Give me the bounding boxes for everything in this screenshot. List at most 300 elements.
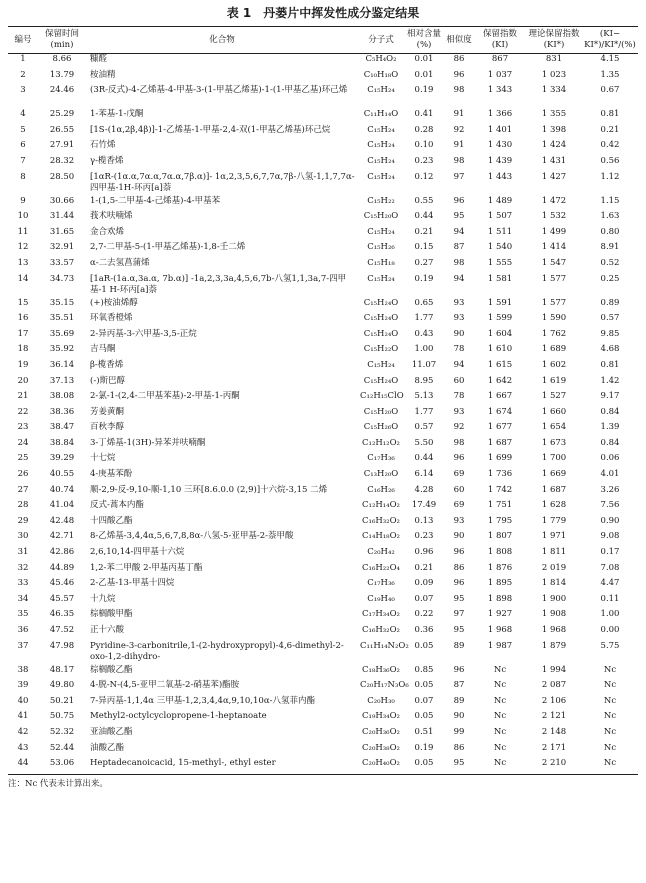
cell-retention-time: 53.06 (38, 758, 86, 774)
cell-relative-content: 0.41 (414, 109, 434, 120)
cell-retention-time: 40.55 (49, 469, 75, 480)
cell-formula: C₂₀H₃₀ (367, 695, 395, 706)
cell-index-difference: 4.68 (600, 344, 620, 355)
table-row (8, 680, 638, 696)
cell-formula: C₁₄H₁₈O₂ (362, 531, 400, 542)
cell-formula: C₁₅H₂₄ (367, 85, 395, 96)
cell-similarity: 96 (453, 578, 465, 589)
cell-retention-time: 46.35 (49, 609, 75, 620)
cell-number: 33 (17, 578, 29, 589)
cell-retention-index: Nc (493, 664, 507, 675)
cell-number: 2 (20, 69, 26, 80)
cell-number: 8 (20, 171, 26, 182)
cell-relative-content: 0.01 (414, 54, 434, 64)
cell-retention-index: 1 807 (487, 531, 513, 542)
cell-index-difference: 0.81 (600, 109, 620, 120)
cell-theoretical-index: 1 577 (541, 273, 567, 284)
cell-retention-time: 32.91 (49, 242, 75, 253)
cell-formula: C₁₆H₃₂O₂ (362, 515, 400, 526)
cell-retention-time: 38.08 (49, 391, 75, 402)
cell-number: 41 (17, 711, 29, 722)
cell-index-difference: 8.91 (600, 242, 620, 253)
cell-compound: 芳姜黄酮 (90, 406, 125, 417)
cell-retention-index: 1 401 (487, 124, 513, 135)
cell-number: 34 (17, 593, 29, 604)
cell-relative-content: 5.50 (414, 437, 434, 448)
cell-similarity: 98 (453, 85, 465, 96)
cell-similarity: 92 (453, 422, 465, 433)
cell-compound: [1S-(1α,2β,4β)]-1-乙烯基-1-甲基-2,4-双(1-甲基乙烯基)环己烷 (90, 124, 331, 135)
cell-compound: β-榄香烯 (90, 359, 124, 370)
cell-relative-content: 0.36 (414, 625, 434, 635)
cell-relative-content: 1.77 (414, 313, 434, 324)
cell-formula: C₁₅H₂₂O (363, 344, 399, 355)
cell-retention-time: 47.98 (49, 640, 75, 651)
cell-theoretical-index: 1 700 (541, 453, 567, 464)
cell-index-difference: 4.15 (600, 54, 620, 64)
cell-relative-content: 0.44 (414, 211, 434, 222)
cell-retention-time: 50.21 (49, 695, 75, 706)
cell-compound: 4-脱-N-(4,5-亚甲二氧基-2-硝基苯)酯胺 (90, 680, 240, 691)
table-row (8, 594, 638, 610)
cell-retention-index: 1 540 (487, 242, 513, 253)
cell-similarity: 90 (453, 328, 465, 339)
cell-retention-time: 35.69 (49, 328, 75, 339)
cell-similarity: 69 (453, 500, 465, 511)
header-similarity: 相似度 (444, 27, 474, 54)
table-row (8, 70, 638, 86)
header-formula: 分子式 (358, 27, 404, 54)
cell-retention-index: 1 751 (487, 500, 513, 511)
cell-formula: C₁₅H₂₀O (363, 211, 399, 222)
cell-compound: 4-庚基苯酚 (90, 469, 133, 480)
cell-number: 26 (17, 469, 29, 480)
cell-retention-index: 1 808 (487, 547, 513, 558)
cell-retention-index: 1 511 (487, 226, 513, 237)
cell-index-difference: 0.11 (600, 593, 620, 604)
cell-index-difference: Nc (582, 758, 638, 774)
cell-retention-time: 50.75 (49, 711, 75, 722)
table-row (8, 227, 638, 243)
cell-similarity: 87 (453, 680, 465, 691)
cell-similarity: 90 (453, 531, 465, 542)
cell-theoretical-index: 1 968 (541, 625, 567, 635)
cell-similarity: 86 (453, 562, 465, 573)
cell-index-difference: 0.84 (600, 437, 620, 448)
table-row (8, 625, 638, 641)
cell-retention-index: 1 604 (487, 328, 513, 339)
cell-formula: C₁₁H₁₄N₂O₂ (360, 640, 409, 651)
cell-theoretical-index: 1 779 (541, 515, 567, 526)
table-row (8, 274, 638, 298)
table-row (8, 140, 638, 156)
cell-formula: C₁₅H₂₄O (363, 313, 399, 324)
table-row (8, 376, 638, 392)
cell-retention-time: 31.65 (49, 226, 75, 237)
cell-number: 14 (17, 273, 29, 284)
table-title: 表 1 丹蒌片中挥发性成分鉴定结果 (226, 6, 420, 20)
cell-formula: C₁₅H₂₄ (367, 140, 395, 151)
cell-retention-index: 1 443 (487, 171, 513, 182)
cell-index-difference: 1.63 (600, 211, 620, 222)
cell-retention-index: 1 366 (487, 109, 513, 120)
cell-similarity: 95 (453, 593, 465, 604)
table-row (8, 563, 638, 579)
cell-compound: α-二去氢菖蒲烯 (90, 257, 150, 268)
cell-relative-content: 0.51 (414, 726, 434, 737)
table-row (8, 696, 638, 712)
cell-retention-index: 1 674 (487, 406, 513, 417)
cell-formula: C₁₉H₃₄O₂ (362, 711, 400, 722)
cell-formula: C₁₆H₃₂O₂ (362, 625, 400, 635)
cell-similarity: 91 (453, 109, 465, 120)
cell-similarity: 93 (453, 297, 465, 308)
cell-retention-index: Nc (493, 695, 507, 706)
cell-relative-content: 5.13 (414, 391, 434, 402)
cell-similarity: 87 (453, 242, 465, 253)
cell-index-difference: 7.56 (600, 500, 620, 511)
cell-number: 27 (17, 484, 29, 495)
cell-retention-index: 1 927 (487, 609, 513, 620)
cell-formula: C₁₅H₂₄ (367, 226, 395, 237)
cell-formula: C₁₅H₂₄ (367, 359, 395, 370)
cell-similarity: 95 (444, 758, 474, 774)
table-note: 注：Nc 代表未计算出来。 (8, 778, 108, 789)
cell-compound: 吉马酮 (90, 344, 116, 355)
cell-relative-content: 8.95 (414, 375, 434, 386)
cell-theoretical-index: 1 547 (541, 257, 567, 268)
cell-relative-content: 0.21 (414, 562, 434, 573)
cell-retention-time: 34.73 (49, 273, 75, 284)
cell-formula: C₁₉H₄₀ (367, 593, 395, 604)
cell-retention-time: 49.80 (49, 680, 75, 691)
cell-formula: C₁₅H₂₄ (367, 171, 395, 182)
table-row (8, 438, 638, 454)
cell-index-difference: Nc (603, 664, 617, 675)
cell-formula: C₂₀H₁₇N₃O₆ (360, 680, 409, 691)
cell-index-difference: 0.25 (600, 273, 620, 284)
cell-number: 15 (17, 297, 29, 308)
cell-number: 16 (17, 313, 29, 324)
cell-retention-time: 42.71 (49, 531, 75, 542)
cell-compound: 反式-蒿本内酯 (90, 500, 144, 511)
cell-retention-time: 35.51 (49, 313, 75, 324)
table-row (8, 743, 638, 759)
cell-index-difference: 0.89 (600, 297, 620, 308)
cell-number: 31 (17, 547, 29, 558)
cell-retention-index: 1 968 (487, 625, 513, 635)
table-row (8, 242, 638, 258)
table-row (8, 156, 638, 172)
cell-compound: Heptadecanoicacid, 15-methyl-, ethyl ester (86, 758, 358, 774)
cell-retention-time: 31.44 (49, 211, 75, 222)
cell-retention-index: 1 895 (487, 578, 513, 589)
table-row (8, 727, 638, 743)
cell-index-difference: 1.35 (600, 69, 620, 80)
cell-retention-index: 867 (491, 54, 509, 64)
table-row (8, 500, 638, 516)
cell-compound: 3-丁烯基-1(3H)-异苯并呋喃酮 (90, 437, 206, 448)
header-compound: 化合物 (86, 27, 358, 54)
cell-retention-index: 1 555 (487, 257, 513, 268)
cell-relative-content: 0.13 (414, 515, 434, 526)
cell-index-difference: 0.67 (600, 85, 620, 96)
cell-retention-time: 28.32 (49, 155, 75, 166)
cell-index-difference: 0.90 (600, 515, 620, 526)
cell-formula: C₁₆H₂₂O₄ (362, 562, 400, 573)
cell-number: 10 (17, 211, 29, 222)
cell-compound: 2,7-二甲基-5-(1-甲基乙烯基)-1,8-壬二烯 (90, 242, 246, 253)
cell-retention-index: 1 742 (487, 484, 513, 495)
cell-retention-time: 26.55 (49, 124, 75, 135)
table-row (8, 125, 638, 141)
cell-compound: 十九烷 (90, 593, 116, 604)
cell-retention-index: 1 507 (487, 211, 513, 222)
cell-index-difference: 3.26 (600, 484, 620, 495)
cell-retention-time: 41.04 (49, 500, 75, 511)
table-row (8, 391, 638, 407)
table-row (8, 485, 638, 501)
cell-theoretical-index: 1 472 (541, 195, 567, 206)
cell-retention-index: Nc (474, 758, 526, 774)
cell-theoretical-index: 1 669 (541, 469, 567, 480)
cell-retention-time: 35.15 (49, 297, 75, 308)
cell-relative-content: 0.10 (414, 140, 434, 151)
cell-compound: Pyridine-3-carbonitrile,1-(2-hydroxypropyl)-4,6-dimethyl-2-oxo-1,2-dihydro- (90, 640, 344, 662)
cell-compound: 糠醛 (90, 54, 108, 64)
cell-similarity: 78 (453, 344, 465, 355)
cell-number: 42 (17, 726, 29, 737)
cell-number: 9 (20, 195, 26, 206)
cell-relative-content: 0.27 (414, 257, 434, 268)
cell-index-difference: 0.42 (600, 140, 620, 151)
cell-compound: 亚油酸乙酯 (90, 726, 133, 737)
cell-compound: 2-异丙基-3-六甲基-3,5-正烷 (90, 328, 197, 339)
cell-relative-content: 0.01 (414, 69, 434, 80)
cell-number: 23 (17, 422, 29, 433)
cell-formula: C₁₅H₂₆ (367, 242, 395, 253)
cell-theoretical-index: 1 971 (541, 531, 567, 542)
cell-relative-content: 0.23 (414, 531, 434, 542)
table-row (8, 313, 638, 329)
cell-theoretical-index: 2 106 (541, 695, 567, 706)
compound-table (8, 26, 638, 775)
cell-number: 22 (17, 406, 29, 417)
cell-theoretical-index: 1 577 (541, 297, 567, 308)
cell-theoretical-index: 1 762 (541, 328, 567, 339)
cell-relative-content: 0.05 (414, 640, 434, 651)
cell-formula: C₂₀H₄₂ (367, 547, 395, 558)
cell-retention-time: 8.66 (52, 54, 72, 64)
cell-compound: 棕榈酸甲酯 (90, 609, 133, 620)
cell-formula: C₁₅H₂₄O (363, 297, 399, 308)
cell-formula: C₂₀H₃₈O₂ (362, 742, 400, 753)
cell-retention-time: 28.50 (49, 171, 75, 182)
table-row (8, 422, 638, 438)
table-row (8, 547, 638, 563)
cell-index-difference: 4.47 (600, 578, 620, 589)
cell-theoretical-index: 1 628 (541, 500, 567, 511)
table-row (8, 531, 638, 547)
cell-index-difference: 0.06 (600, 453, 620, 464)
cell-number: 43 (17, 742, 29, 753)
cell-number: 17 (17, 328, 29, 339)
cell-formula: C₁₂H₁₄O₂ (362, 500, 400, 511)
cell-retention-index: 1 489 (487, 195, 513, 206)
cell-similarity: 60 (453, 484, 465, 495)
cell-similarity: 97 (453, 609, 465, 620)
cell-formula: C₁₅H₂₄ (367, 273, 395, 284)
cell-retention-time: 44.89 (49, 562, 75, 573)
cell-theoretical-index: 1 334 (541, 85, 567, 96)
cell-retention-time: 13.79 (49, 69, 75, 80)
cell-retention-index: Nc (493, 726, 507, 737)
table-row (8, 196, 638, 212)
table-row (8, 329, 638, 345)
cell-relative-content: 0.44 (414, 453, 434, 464)
cell-theoretical-index: 1 673 (541, 437, 567, 448)
cell-compound: 油酸乙酯 (90, 742, 125, 753)
cell-formula: C₁₃H₂₀O (363, 469, 399, 480)
cell-similarity: 93 (453, 515, 465, 526)
table-row (8, 407, 638, 423)
cell-number: 12 (17, 242, 29, 253)
cell-similarity: 93 (453, 313, 465, 324)
cell-number: 29 (17, 515, 29, 526)
table-row (8, 578, 638, 594)
table-row (8, 360, 638, 376)
cell-number: 39 (17, 680, 29, 691)
cell-index-difference: 1.12 (600, 171, 620, 182)
cell-similarity: 86 (453, 742, 465, 753)
cell-theoretical-index: 1 424 (541, 140, 567, 151)
cell-retention-index: Nc (493, 742, 507, 753)
cell-compound: 顺-2,9-反-9,10-顺-1,10 三环[8.6.0.0 (2,9)]十六烷-3,15 二烯 (90, 484, 328, 495)
cell-number: 20 (17, 375, 29, 386)
cell-number: 6 (20, 140, 26, 151)
cell-retention-index: 1 667 (487, 391, 513, 402)
cell-retention-index: 1 430 (487, 140, 513, 151)
cell-retention-time: 33.57 (49, 257, 75, 268)
cell-similarity: 96 (453, 547, 465, 558)
cell-similarity: 95 (453, 625, 465, 635)
cell-similarity: 96 (453, 69, 465, 80)
cell-index-difference: 0.00 (600, 625, 620, 635)
cell-retention-index: 1 876 (487, 562, 513, 573)
table-row (8, 298, 638, 314)
cell-retention-time: 30.66 (49, 195, 75, 206)
cell-relative-content: 1.77 (414, 406, 434, 417)
cell-retention-time: 45.57 (49, 593, 75, 604)
cell-retention-index: 1 642 (487, 375, 513, 386)
cell-compound: Methyl2-octylcyclopropene-1-heptanoate (90, 711, 267, 722)
table-row (8, 516, 638, 532)
cell-retention-index: 1 439 (487, 155, 513, 166)
cell-retention-time: 48.17 (49, 664, 75, 675)
cell-compound: 棕榈酸乙酯 (90, 664, 133, 675)
cell-compound: 环氧香橙烯 (90, 313, 133, 324)
cell-compound: 金合欢烯 (90, 226, 125, 237)
cell-similarity: 78 (453, 391, 465, 402)
cell-compound: 石竹烯 (90, 140, 116, 151)
cell-theoretical-index: 1 023 (541, 69, 567, 80)
cell-retention-index: 1 795 (487, 515, 513, 526)
table-row (8, 85, 638, 109)
cell-relative-content: 0.22 (414, 609, 434, 620)
cell-theoretical-index: 1 994 (541, 664, 567, 675)
cell-similarity: 99 (453, 726, 465, 737)
cell-relative-content: 0.23 (414, 155, 434, 166)
cell-theoretical-index: 1 431 (541, 155, 567, 166)
table-body (8, 54, 638, 775)
cell-theoretical-index: 2 121 (541, 711, 567, 722)
cell-theoretical-index: 2 087 (541, 680, 567, 691)
cell-retention-index: Nc (493, 680, 507, 691)
table-row (8, 758, 638, 774)
cell-relative-content: 6.14 (414, 469, 434, 480)
cell-compound: 8-乙烯基-3,4,4α,5,6,7,8,8α-八氢-5-亚甲基-2-萘甲酸 (90, 531, 294, 542)
document-page (8, 0, 638, 790)
cell-index-difference: 4.01 (600, 469, 620, 480)
cell-formula: C₂₀H₃₆O₂ (362, 726, 400, 737)
cell-retention-index: 1 677 (487, 422, 513, 433)
cell-compound: 十四酸乙酯 (90, 515, 133, 526)
table-row (8, 641, 638, 665)
cell-formula: C₁₅H₂₄O (363, 328, 399, 339)
cell-formula: C₁₇H₃₄O₂ (362, 609, 400, 620)
cell-number: 21 (17, 391, 29, 402)
cell-index-difference: 1.15 (600, 195, 620, 206)
cell-relative-content: 4.28 (414, 484, 434, 495)
cell-similarity: 91 (453, 140, 465, 151)
cell-retention-index: 1 699 (487, 453, 513, 464)
cell-compound: 1-苯基-1-戊酮 (90, 109, 144, 120)
cell-compound: (+)桉油烯醇 (90, 297, 138, 308)
cell-number: 40 (17, 695, 29, 706)
cell-index-difference: 1.42 (600, 375, 620, 386)
cell-formula: C₁₇H₃₆ (367, 453, 395, 464)
cell-formula: C₁₆H₂₆ (367, 484, 395, 495)
cell-compound: 莪术呋喃烯 (90, 211, 133, 222)
cell-retention-time: 38.36 (49, 406, 75, 417)
cell-compound: 7-异丙基-1,1,4α 三甲基-1,2,3,4,4α,9,10,10α-八氢菲内酯 (90, 695, 315, 706)
cell-relative-content: 0.96 (414, 547, 434, 558)
cell-number: 1 (20, 54, 26, 64)
cell-similarity: 95 (453, 211, 465, 222)
cell-relative-content: 0.15 (414, 242, 434, 253)
cell-number: 37 (17, 640, 29, 651)
header-retention-index: 保留指数(KI) (474, 27, 526, 54)
cell-compound: 1,2-苯二甲酸 2-甲基丙基丁酯 (90, 562, 203, 573)
cell-number: 44 (8, 758, 38, 774)
cell-index-difference: Nc (603, 680, 617, 691)
cell-theoretical-index: 1 814 (541, 578, 567, 589)
cell-theoretical-index: 1 398 (541, 124, 567, 135)
cell-relative-content: 0.65 (414, 297, 434, 308)
cell-relative-content: 0.09 (414, 578, 434, 589)
cell-formula: C₁₈H₃₆O₂ (362, 664, 400, 675)
cell-formula: C₁₇H₃₆ (367, 578, 395, 589)
cell-index-difference: 1.39 (600, 422, 620, 433)
cell-similarity: 98 (453, 437, 465, 448)
cell-retention-time: 36.14 (49, 359, 75, 370)
cell-compound: 2-氯-1-(2,4-二甲基苯基)-2-甲基-1-丙酮 (90, 391, 240, 402)
cell-number: 7 (20, 155, 26, 166)
cell-compound: 十七烷 (90, 453, 116, 464)
cell-similarity: 94 (453, 226, 465, 237)
cell-relative-content: 1.00 (414, 344, 434, 355)
cell-relative-content: 0.85 (414, 664, 434, 675)
